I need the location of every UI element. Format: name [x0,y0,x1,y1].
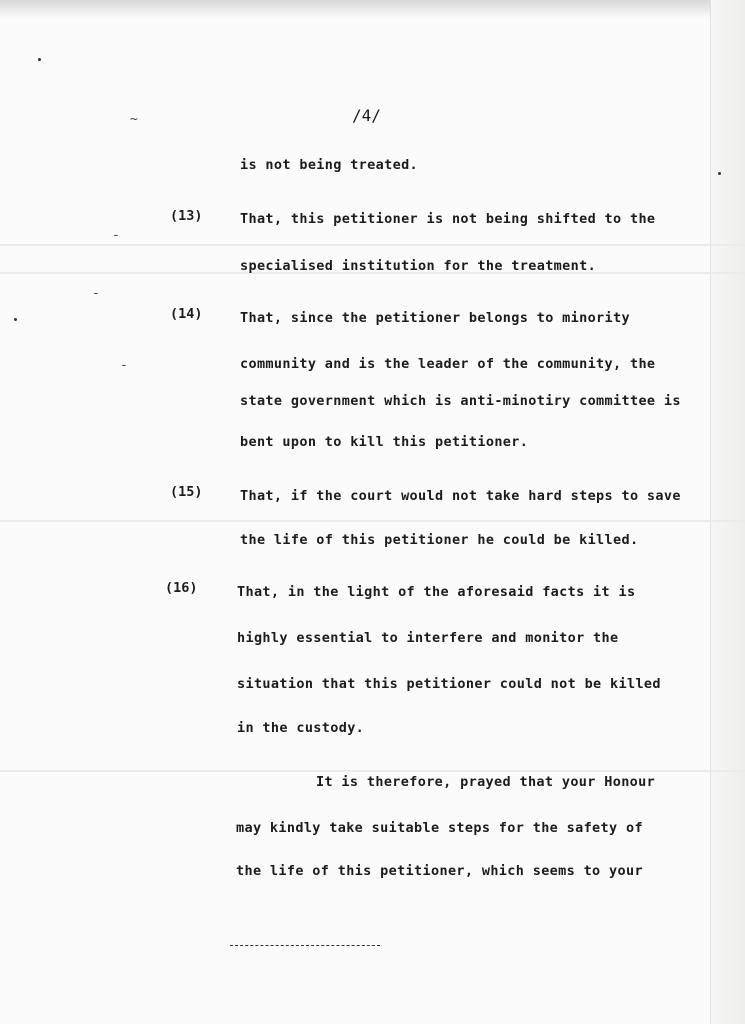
top-scan-shadow [0,0,745,18]
paragraph-number: (15) [170,484,203,500]
text-line: bent upon to kill this petitioner. [240,434,529,450]
text-line: the life of this petitioner he could be killed. [240,532,639,548]
text-line: in the custody. [237,720,365,736]
bottom-rule [230,945,380,946]
paragraph-number: (14) [170,306,203,322]
paper-fold [0,520,745,522]
text-line: That, in the light of the aforesaid facts it is [237,584,636,600]
scan-speck [14,318,17,321]
text-line: the life of this petitioner, which seems to your [236,863,643,879]
text-line: community and is the leader of the community, the [240,356,656,372]
paper-fold [0,244,745,246]
right-paper-edge [710,0,745,1024]
text-line: is not being treated. [240,157,419,173]
text-line: That, this petitioner is not being shifted to the [240,211,656,227]
text-line: specialised institution for the treatment. [240,258,597,274]
text-line: That, if the court would not take hard steps to save [240,488,681,504]
paragraph-number: (13) [170,208,203,224]
text-line: It is therefore, prayed that your Honour [316,774,656,790]
margin-mark: - [92,286,100,301]
paper-fold [0,770,745,772]
text-line: That, since the petitioner belongs to minority [240,310,630,326]
text-line: situation that this petitioner could not be killed [237,676,661,692]
scan-speck [38,58,41,61]
scan-speck [718,172,721,175]
margin-mark: - [120,358,128,373]
text-line: state government which is anti-minotiry committee is [240,393,681,409]
margin-mark: ~ [130,112,138,127]
paragraph-number: (16) [165,580,198,596]
text-line: highly essential to interfere and monitor the [237,630,619,646]
text-line: may kindly take suitable steps for the safety of [236,820,643,836]
page-number: /4/ [352,106,381,125]
margin-mark: - [112,228,120,243]
